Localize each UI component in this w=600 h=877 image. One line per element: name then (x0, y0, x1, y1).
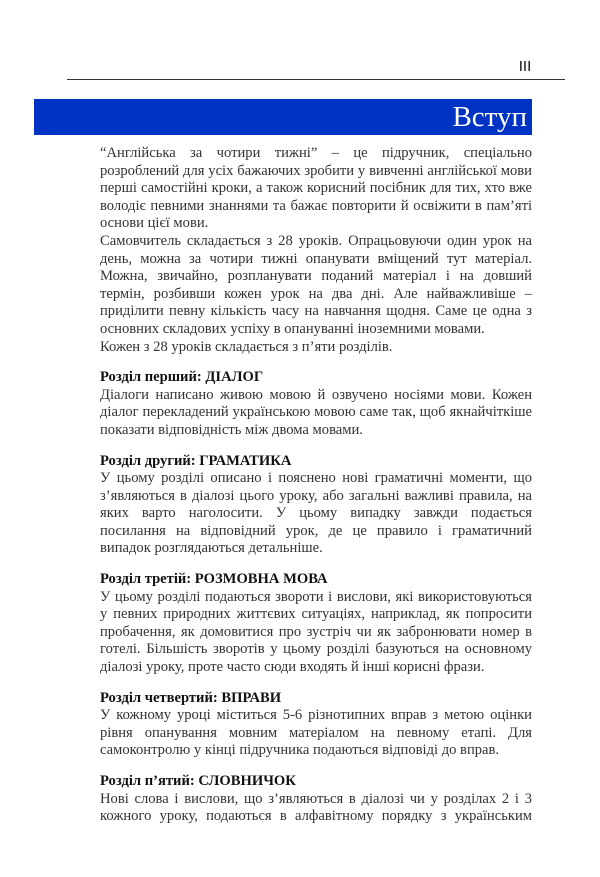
section-text: У цьому розділі подаються звороти і вислови, які використовуються у певних природних життєвих ситуаціях, наприклад, як попросити пробачення, як домовитися про зустріч чи як забронювати номер в готелі. Більшість зворотів у цьому розділі базуються на основному діалозі уроку, проте часто сюди входять й інші корисні фрази. (100, 588, 532, 676)
section-heading: Розділ перший: ДІАЛОГ (100, 369, 264, 386)
section-heading: Розділ другий: ГРАМАТИКА (100, 452, 292, 469)
intro-paragraph: “Англійська за чотири тижні” – це підручник, спеціально розроблений для усіх бажаючих зробити у вивченні англійської мови перші самостійні кроки, а також корисний посібник для тих, хто вже володіє певними знаннями та бажає повторити й освіжити в пам’яті основи цієї мови. (100, 145, 532, 232)
chapter-title: Вступ (452, 101, 527, 133)
intro-section (100, 145, 532, 356)
section-vocabulary (100, 773, 532, 826)
page-body (100, 145, 532, 826)
section-text: Нові слова і вислови, що з’являються в діалозі чи у розділах 2 і 3 кожного уроку, подаються в алфавітному порядку з українським (100, 790, 532, 825)
chapter-title-bar (34, 99, 532, 135)
intro-paragraph: Кожен з 28 уроків складається з п’яти розділів. (100, 338, 393, 355)
header-rule (67, 79, 565, 80)
section-text: У кожному уроці міститься 5-6 різнотипних вправ з метою оцінки рівня опанування мовним матеріалом на певному етапі. Для самоконтролю у кінці підручника подаються відповіді до вправ. (100, 707, 532, 759)
section-conversation (100, 571, 532, 677)
section-text: Діалоги написано живою мовою й озвучено носіями мови. Кожен діалог перекладений українською мовою саме так, щоб якнайчіткіше показати відповідність між двома мовами. (100, 386, 532, 438)
page-number: III (518, 58, 532, 75)
section-heading: Розділ п’ятий: СЛОВНИЧОК (100, 773, 296, 789)
intro-paragraph: Самовчитель складається з 28 уроків. Опрацьовуючи один урок на день, можна за чотири тижні опанувати вміщений тут матеріал. Можна, звичайно, розпланувати поданий матеріал і на довший термін, розбивши кожен урок на два дні. Але найважливіше – приділити певну кількість часу на навчання щодня. Саме це одна з основних складових успіху в опануванні іноземними мовами. (100, 232, 532, 337)
section-text: У цьому розділі описано і пояснено нові граматичні моменти, що з’являються в діалозі цього уроку, або загальні важливі правила, на яких варто наголосити. У цьому випадку завжди подається посилання на відповідний урок, де це правило і граматичний випадок розглядаються детальніше. (100, 470, 532, 557)
section-heading: Розділ четвертий: ВПРАВИ (100, 689, 282, 706)
section-heading: Розділ третій: РОЗМОВНА МОВА (100, 571, 328, 588)
section-dialog (100, 369, 532, 439)
section-grammar (100, 453, 532, 559)
section-exercises (100, 690, 532, 760)
